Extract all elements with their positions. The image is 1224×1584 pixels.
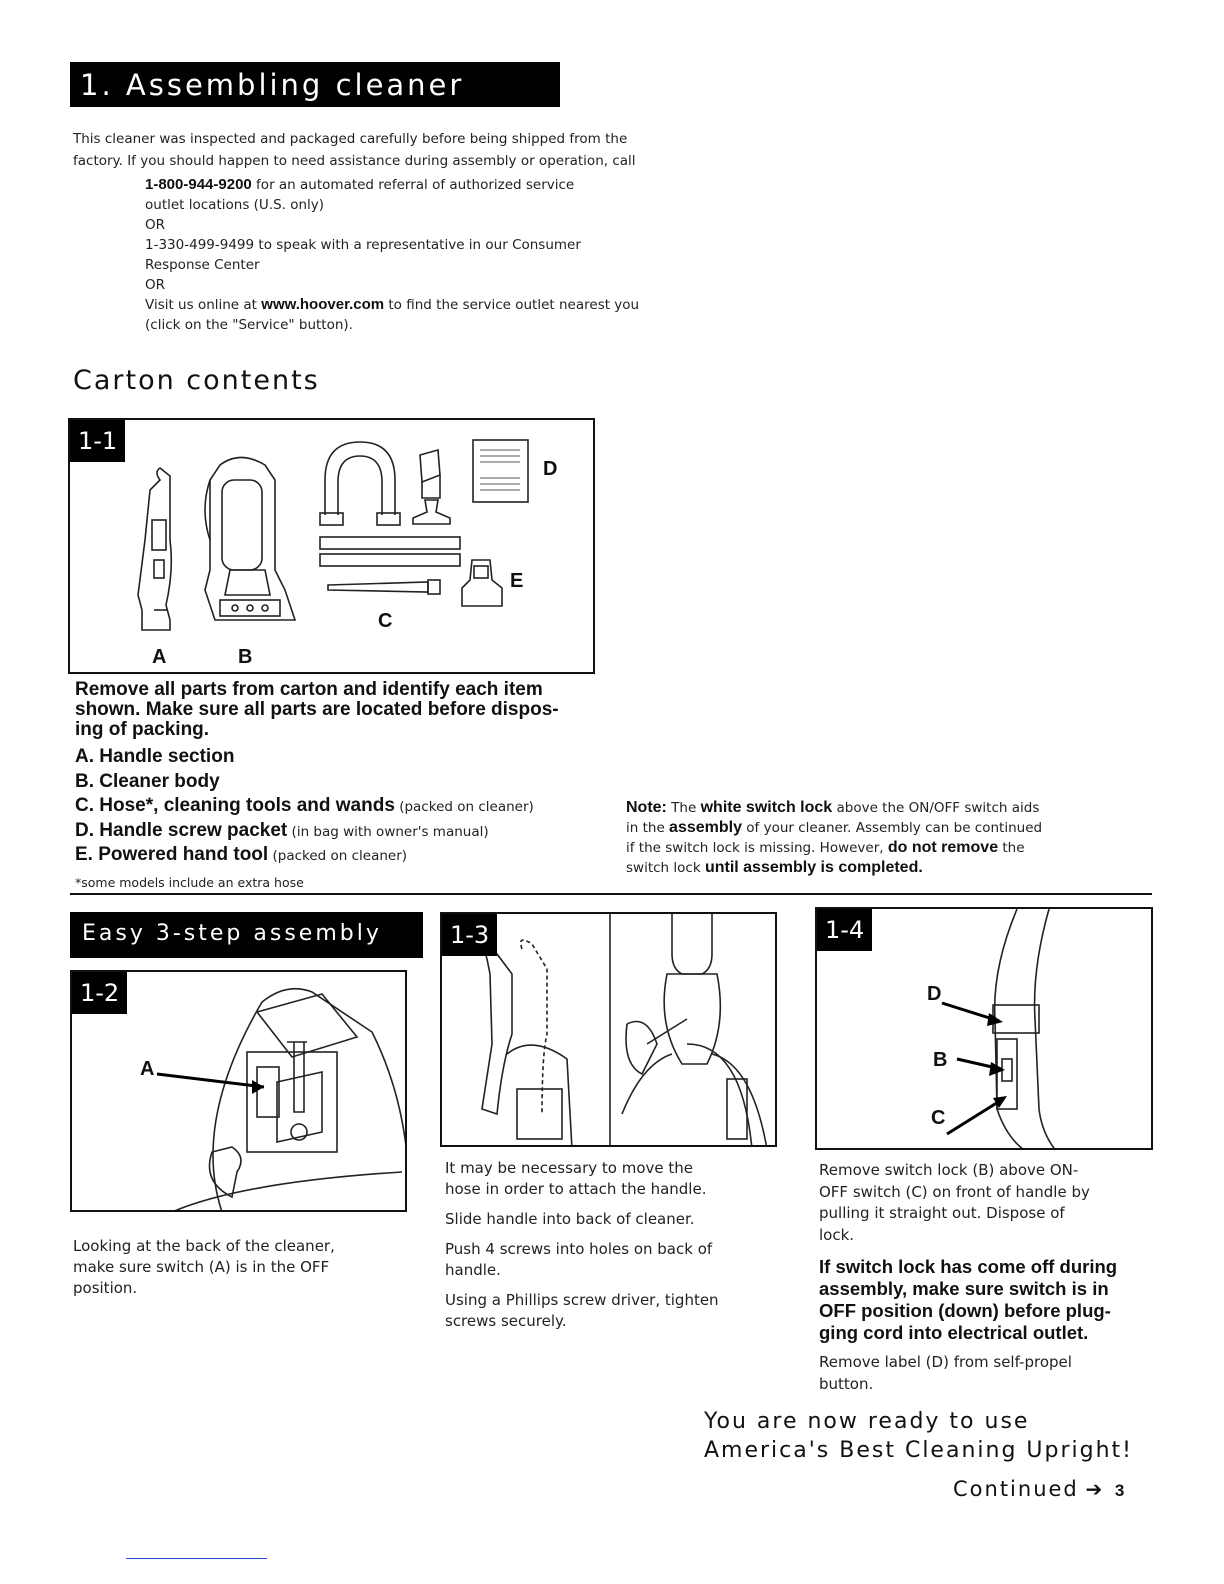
footnote: *some models include an extra hose (75, 875, 304, 890)
figure-tag: 1-4 (817, 909, 872, 951)
contact-block: 1-800-944-9200 for an automated referral of authorized service outlet locations (U.S. only) OR 1-330-499-9499 to speak with a representative in our Consumer Response Center OR Visit us online at www.hoover.com to find the service outlet nearest you (click on the "Service" button). (145, 176, 640, 333)
label-d: D (543, 458, 558, 480)
carton-parts-illustration (70, 420, 595, 674)
website-link[interactable]: www.hoover.com (261, 296, 385, 313)
figure-1-4-instructions: Remove switch lock (B) above ON- OFF switch (C) on front of handle by pulling it straight out. Dispose of lock. (819, 1161, 1090, 1244)
figure-1-1 (68, 418, 595, 674)
page-footer (953, 1477, 1153, 1501)
carton-item-list (75, 745, 635, 868)
carton-heading: Carton contents (73, 365, 320, 396)
list-item: D. Handle screw packet (in bag with owner's manual) (75, 819, 489, 841)
label-lock-d: D (927, 983, 942, 1005)
carton-instructions: Remove all parts from carton and identify each item shown. Make sure all parts are located before dispos- ing of packing. (75, 679, 559, 740)
section-title: 1. Assembling cleaner (70, 62, 560, 107)
assembly-banner: Easy 3-step assembly (70, 912, 423, 958)
section-divider (70, 893, 1152, 895)
page-number: 3 (1114, 1481, 1125, 1500)
list-item: B. Cleaner body (75, 770, 220, 792)
figure-tag: 1-1 (70, 420, 125, 462)
label-c: C (378, 610, 393, 632)
bottom-rule (126, 1558, 267, 1559)
list-item: C. Hose*, cleaning tools and wands (packed on cleaner) (75, 795, 534, 816)
phone-consumer[interactable]: 1-330-499-9499 (145, 237, 255, 253)
figure-1-2 (70, 970, 407, 1212)
closing-message: You are now ready to use America's Best Cleaning Upright! (704, 1409, 1133, 1463)
label-b: B (238, 646, 253, 668)
switch-warning: If switch lock has come off during assembly, make sure switch is in OFF position (down) before plug- ging cord into electrical outlet. (819, 1256, 1118, 1343)
figure-1-2-caption: Looking at the back of the cleaner, make sure switch (A) is in the OFF position. (73, 1237, 335, 1297)
figure-tag: 1-2 (72, 972, 127, 1014)
label-lock-b: B (933, 1049, 948, 1071)
label-removal-note: Remove label (D) from self-propel button. (819, 1353, 1072, 1393)
label-lock-c: C (931, 1107, 946, 1129)
intro-text: This cleaner was inspected and packaged carefully before being shipped from the factory. If you should happen to need assistance during assembly or operation, call (73, 131, 636, 169)
figure-1-3 (440, 912, 777, 1147)
note-block: Note: The white switch lock above the ON/OFF switch aids in the assembly of your cleaner. Assembly can be continued if the switch lock is missing. However, do not remove the switch lock until assembly is completed. (626, 799, 1043, 876)
list-item: E. Powered hand tool (packed on cleaner) (75, 844, 408, 865)
label-switch-a: A (140, 1058, 155, 1080)
figure-1-3-instructions: It may be necessary to move the hose in order to attach the handle. Slide handle into back of cleaner. Push 4 screws into holes on back of handle. Using a Phillips screw driver, tighten screws securely. (445, 1159, 719, 1330)
figure-1-4 (815, 907, 1153, 1150)
label-a: A (152, 646, 167, 668)
phone-automated[interactable]: 1-800-944-9200 (145, 176, 252, 193)
list-item: A. Handle section (75, 746, 235, 767)
label-e: E (510, 570, 524, 592)
figure-tag: 1-3 (442, 914, 497, 956)
arrow-right-icon: ➔ (1085, 1477, 1103, 1501)
continued-label: Continued (953, 1477, 1079, 1501)
